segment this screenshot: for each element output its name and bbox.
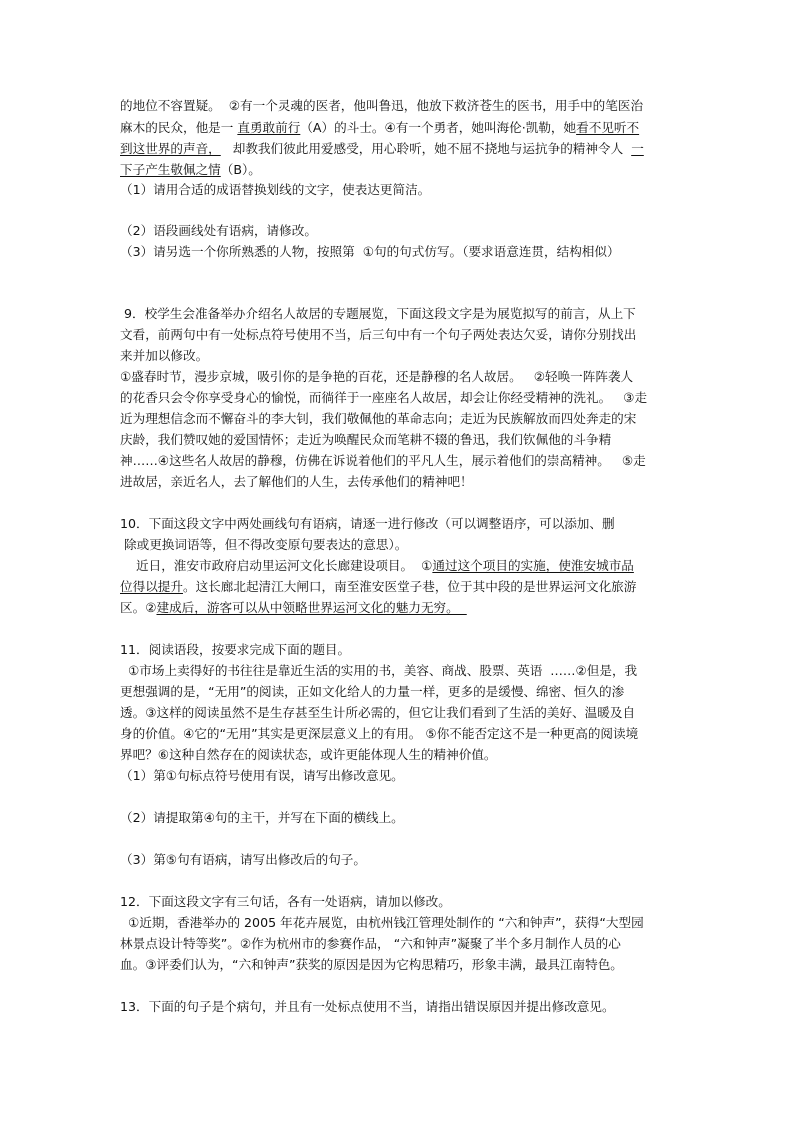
q11-subq-3: （3）第⑤句有语病，请写出修改后的句子。 bbox=[120, 852, 366, 867]
underlined-sentence-2: 建成后，游客可以从中领略世界运河文化的魅力无穷。 bbox=[156, 600, 467, 615]
q9-text-1: ①盛春时节，漫步京城，吸引你的是争艳的百花，还是静穆的名人故居。 ②轻唤一阵阵袭人 bbox=[120, 369, 634, 384]
q8-line-1: 的地位不容置疑。 ②有一个灵魂的医者，他叫鲁迅，他放下救济苍生的医书，用手中的笔医治 bbox=[120, 98, 644, 113]
q9-text-6: 进故居，亲近名人，去了解他们的人生，去传承他们的精神吧！ bbox=[120, 474, 473, 489]
q9-text-2: 的花香只会令你享受身心的愉悦，而徜徉于一座座名人故居，却会让你经受精神的洗礼。 ③走 bbox=[120, 390, 648, 405]
q9-stem-1: 9．校学生会准备举办介绍名人故居的专题展览，下面这段文字是为展览拟写的前言，从上下 bbox=[120, 306, 636, 321]
q10-text-2: 位得以提升。这长廊北起清江大闸口，南至淮安医堂子巷，位于其中段的是世界运河文化旅游 bbox=[120, 579, 637, 594]
q11-text-2: 更想强调的是，“无用”的阅读，正如文化给人的力量一样，更多的是缓慢、绵密、恒久的渗 bbox=[120, 684, 625, 699]
underlined-phrase-b: 下子产生敬佩之情 bbox=[120, 162, 221, 177]
q12-text-2: 林景点设计特等奖”。②作为杭州市的参赛作品， “六和钟声”凝聚了半个多月制作人员的心 bbox=[120, 936, 621, 951]
q9-stem-2: 文看，前两句中有一处标点符号使用不当，后三句中有一个句子两处表达欠妥，请你分别找出 bbox=[120, 327, 637, 342]
q10-text-3: 区。②建成后，游客可以从中领略世界运河文化的魅力无穷。 bbox=[120, 600, 467, 615]
q8-line-2: 麻木的民众，他是一 直勇敢前行（A）的斗士。④有一个勇者，她叫海伦·凯勒，她看不见听不 bbox=[120, 120, 640, 135]
q12-text-3: 血。③评委们认为，“六和钟声”获奖的原因是因为它构思精巧，形象丰满，最具江南特色。 bbox=[120, 957, 623, 972]
q8-line-4: 下子产生敬佩之情（B）。 bbox=[120, 162, 261, 177]
q11-text-3: 透。③这样的阅读虽然不是生存甚至生计所必需的，但它让我们看到了生活的美好、温暖及自 bbox=[120, 705, 636, 720]
underlined-phrase-a: 直勇敢前行 bbox=[237, 120, 301, 135]
q12-stem: 12．下面这段文字有三句话，各有一处语病，请加以修改。 bbox=[120, 894, 451, 909]
q8-subq-3: （3）请另选一个你所熟悉的人物，按照第 ①句的句式仿写。（要求语意连贯，结构相似） bbox=[120, 244, 620, 259]
q9-text-4: 庆龄，我们赞叹她的爱国情怀；走近为唤醒民众而笔耕不辍的鲁迅，我们钦佩他的斗争精 bbox=[120, 432, 612, 447]
q9-text-3: 近为理想信念而不懈奋斗的李大钊，我们敬佩他的革命志向；走近为民族解放而四处奔走的宋 bbox=[120, 411, 637, 426]
q8-subq-2: （2）语段画线处有语病，请修改。 bbox=[120, 223, 317, 238]
q11-text-4: 身的价值。④它的“无用”其实是更深层意义上的有用。 ⑤你不能否定这不是一种更高的阅读境 bbox=[120, 726, 639, 741]
q8-line-3: 到这世界的声音， 却教我们彼此用爱感受，用心聆听，她不屈不挠地与运抗争的精神令人 一 bbox=[120, 141, 644, 156]
q12-text-1: ①近期，香港举办的 2005 年花卉展览，由杭州钱江管理处制作的 “六和钟声”，获得“大型园 bbox=[120, 915, 644, 930]
q11-text-5: 界吧？⑥这种自然存在的阅读状态，或许更能体现人生的精神价值。 bbox=[120, 747, 497, 762]
q9-text-5: 神……④这些名人故居的静穆，仿佛在诉说着他们的平凡人生，展示着他们的崇高精神。 ⑤走 bbox=[120, 453, 646, 468]
underlined-sentence-1: 通过这个项目的实施，使淮安城市品 bbox=[432, 558, 634, 573]
q11-text-1: ①市场上卖得好的书往往是靠近生活的实用的书，美容、商战、股票、英语 ……②但是，我 bbox=[120, 663, 638, 678]
q10-text-1: 近日，淮安市政府启动里运河文化长廊建设项目。 ①通过这个项目的实施，使淮安城市品 bbox=[120, 558, 634, 573]
underlined-phrase-sick: 看不见听不 bbox=[576, 120, 640, 135]
q9-stem-3: 来并加以修改。 bbox=[120, 348, 209, 363]
q11-subq-2: （2）请提取第④句的主干，并写在下面的横线上。 bbox=[120, 810, 404, 825]
q13-stem: 13．下面的句子是个病句，并且有一处标点使用不当，请指出错误原因并提出修改意见。 bbox=[120, 999, 615, 1014]
q8-subq-1: （1）请用合适的成语替换划线的文字，使表达更简洁。 bbox=[120, 182, 431, 197]
q10-stem-2: 除或更换词语等，但不得改变原句要表达的意思）。 bbox=[120, 537, 408, 552]
q11-subq-1: （1）第①句标点符号使用有误，请写出修改意见。 bbox=[120, 768, 404, 783]
q10-stem-1: 10．下面这段文字中两处画线句有语病，请逐一进行修改（可以调整语序，可以添加、删 bbox=[120, 516, 615, 531]
q11-stem: 11．阅读语段，按要求完成下面的题目。 bbox=[120, 642, 351, 657]
